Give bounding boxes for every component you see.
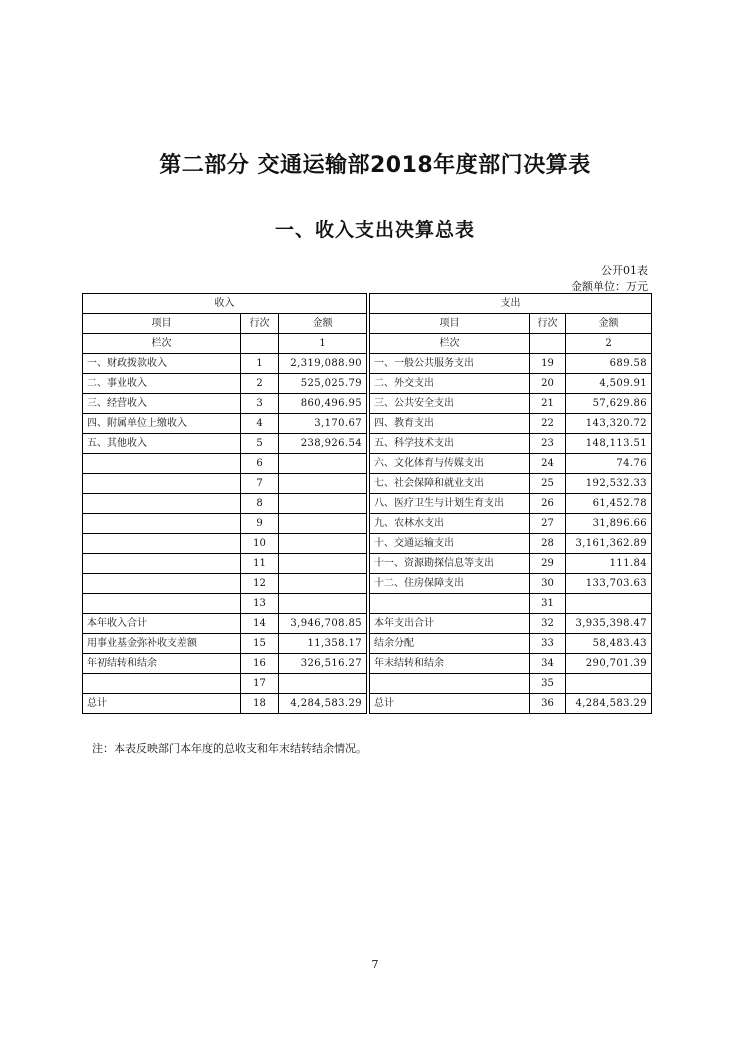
expense-row-no-cell: 21: [530, 394, 566, 414]
table-row: [83, 634, 652, 654]
expense-amount-cell: 148,113.51: [566, 434, 652, 454]
income-amount-cell: [279, 454, 367, 474]
expense-lanci-label: 栏次: [370, 334, 530, 354]
expense-row-no-cell: 24: [530, 454, 566, 474]
table-row: [83, 394, 652, 414]
expense-row-no-cell: 35: [530, 674, 566, 694]
income-row-no-cell: 8: [241, 494, 279, 514]
income-item-cell: [83, 454, 241, 474]
income-row-no-header: 行次: [241, 314, 279, 334]
expense-row-no-cell: 27: [530, 514, 566, 534]
income-item-cell: [83, 574, 241, 594]
income-amount-cell: 525,025.79: [279, 374, 367, 394]
expense-amount-cell: [566, 674, 652, 694]
page-number: 7: [371, 958, 379, 971]
expense-row-no-cell: 28: [530, 534, 566, 554]
income-item-cell: [83, 594, 241, 614]
expense-item-cell: 一、一般公共服务支出: [370, 354, 530, 374]
expense-item-cell: 四、教育支出: [370, 414, 530, 434]
expense-amount-cell: 290,701.39: [566, 654, 652, 674]
income-row-no-cell: 2: [241, 374, 279, 394]
expense-item-cell: 三、公共安全支出: [370, 394, 530, 414]
expense-amount-cell: 74.76: [566, 454, 652, 474]
expense-row-no-cell: 29: [530, 554, 566, 574]
expense-amount-cell: 3,161,362.89: [566, 534, 652, 554]
expense-amount-header: 金额: [566, 314, 652, 334]
income-item-cell: 用事业基金弥补收支差额: [83, 634, 241, 654]
expense-item-cell: 九、农林水支出: [370, 514, 530, 534]
expense-amount-cell: 58,483.43: [566, 634, 652, 654]
income-lanci-label: 栏次: [83, 334, 241, 354]
income-item-cell: 五、其他收入: [83, 434, 241, 454]
income-amount-cell: 2,319,088.90: [279, 354, 367, 374]
expense-amount-cell: 31,896.66: [566, 514, 652, 534]
income-row-no-cell: 10: [241, 534, 279, 554]
income-amount-cell: [279, 674, 367, 694]
expense-row-no-cell: 30: [530, 574, 566, 594]
expense-item-cell: 二、外交支出: [370, 374, 530, 394]
expense-amount-cell: 61,452.78: [566, 494, 652, 514]
income-row-no-cell: 12: [241, 574, 279, 594]
expense-row-no-cell: 19: [530, 354, 566, 374]
expense-item-cell: 结余分配: [370, 634, 530, 654]
income-row-no-cell: 14: [241, 614, 279, 634]
income-item-cell: 三、经营收入: [83, 394, 241, 414]
table-row: [83, 474, 652, 494]
expense-row-no-cell: 22: [530, 414, 566, 434]
income-item-cell: [83, 674, 241, 694]
table-row: [83, 454, 652, 474]
table-row: [83, 594, 652, 614]
expense-row-no-cell: 36: [530, 694, 566, 714]
income-item-cell: [83, 474, 241, 494]
expense-amount-cell: 3,935,398.47: [566, 614, 652, 634]
income-expense-table: [82, 293, 652, 714]
income-row-no-cell: 5: [241, 434, 279, 454]
table-row: [83, 514, 652, 534]
expense-item-cell: 本年支出合计: [370, 614, 530, 634]
income-amount-cell: [279, 514, 367, 534]
table-row: [83, 534, 652, 554]
table-title: 一、收入支出决算总表: [274, 219, 475, 241]
table-row: [83, 674, 652, 694]
income-column-number: 1: [279, 334, 367, 354]
income-amount-cell: [279, 574, 367, 594]
income-amount-cell: [279, 494, 367, 514]
expense-header: 支出: [370, 294, 652, 314]
table-row: [83, 414, 652, 434]
income-amount-cell: 4,284,583.29: [279, 694, 367, 714]
income-amount-cell: 860,496.95: [279, 394, 367, 414]
income-amount-header: 金额: [279, 314, 367, 334]
expense-item-cell: 年末结转和结余: [370, 654, 530, 674]
income-row-no-cell: 18: [241, 694, 279, 714]
expense-item-cell: 十、交通运输支出: [370, 534, 530, 554]
expense-row-no-header: 行次: [530, 314, 566, 334]
income-item-cell: [83, 514, 241, 534]
income-header: 收入: [83, 294, 367, 314]
income-amount-cell: 3,946,708.85: [279, 614, 367, 634]
expense-item-cell: 总计: [370, 694, 530, 714]
income-item-cell: 总计: [83, 694, 241, 714]
table-row: [83, 654, 652, 674]
income-amount-cell: [279, 594, 367, 614]
income-row-no-cell: 17: [241, 674, 279, 694]
income-amount-cell: [279, 554, 367, 574]
page-title: 第二部分 交通运输部2018年度部门决算表: [159, 153, 591, 178]
income-amount-cell: 11,358.17: [279, 634, 367, 654]
expense-amount-cell: 4,284,583.29: [566, 694, 652, 714]
expense-item-cell: 五、科学技术支出: [370, 434, 530, 454]
table-row: [83, 434, 652, 454]
expense-amount-cell: 111.84: [566, 554, 652, 574]
expense-amount-cell: 133,703.63: [566, 574, 652, 594]
income-amount-cell: 3,170.67: [279, 414, 367, 434]
table-row: [83, 374, 652, 394]
expense-row-no-cell: 25: [530, 474, 566, 494]
expense-row-no-cell: 34: [530, 654, 566, 674]
expense-item-header: 项目: [370, 314, 530, 334]
expense-amount-cell: 192,532.33: [566, 474, 652, 494]
expense-item-cell: [370, 594, 530, 614]
income-item-cell: [83, 534, 241, 554]
expense-row-no-cell: 32: [530, 614, 566, 634]
income-amount-cell: 326,516.27: [279, 654, 367, 674]
expense-row-no-cell: 26: [530, 494, 566, 514]
expense-item-cell: 八、医疗卫生与计划生育支出: [370, 494, 530, 514]
table-row: [83, 614, 652, 634]
expense-amount-cell: 143,320.72: [566, 414, 652, 434]
column-number-row: [83, 334, 652, 354]
expense-amount-cell: 57,629.86: [566, 394, 652, 414]
income-row-no-cell: 1: [241, 354, 279, 374]
income-item-cell: 一、财政拨款收入: [83, 354, 241, 374]
expense-item-cell: 十二、住房保障支出: [370, 574, 530, 594]
income-item-cell: 四、附属单位上缴收入: [83, 414, 241, 434]
expense-item-cell: 十一、资源勘探信息等支出: [370, 554, 530, 574]
expense-item-cell: 七、社会保障和就业支出: [370, 474, 530, 494]
form-number: 公开01表: [601, 264, 648, 277]
income-row-no-cell: 3: [241, 394, 279, 414]
income-item-cell: 二、事业收入: [83, 374, 241, 394]
income-amount-cell: 238,926.54: [279, 434, 367, 454]
income-item-cell: 本年收入合计: [83, 614, 241, 634]
expense-amount-cell: 4,509.91: [566, 374, 652, 394]
table-row: [83, 554, 652, 574]
expense-amount-cell: 689.58: [566, 354, 652, 374]
income-item-cell: 年初结转和结余: [83, 654, 241, 674]
income-row-no-cell: 7: [241, 474, 279, 494]
income-row-no-cell: 11: [241, 554, 279, 574]
income-row-no-cell: 4: [241, 414, 279, 434]
expense-item-cell: 六、文化体育与传媒支出: [370, 454, 530, 474]
footnote: 注：本表反映部门本年度的总收支和年末结转结余情况。: [92, 742, 367, 755]
expense-item-cell: [370, 674, 530, 694]
income-item-cell: [83, 494, 241, 514]
table-row: [83, 574, 652, 594]
income-amount-cell: [279, 474, 367, 494]
expense-row-no-cell: 23: [530, 434, 566, 454]
expense-row-no-cell: 20: [530, 374, 566, 394]
expense-row-no-cell: 33: [530, 634, 566, 654]
income-row-no-cell: 9: [241, 514, 279, 534]
table-row: [83, 494, 652, 514]
income-row-no-cell: 16: [241, 654, 279, 674]
table-row: [83, 354, 652, 374]
expense-column-number: 2: [566, 334, 652, 354]
income-row-no-cell: 6: [241, 454, 279, 474]
income-item-header: 项目: [83, 314, 241, 334]
section-header-row: [83, 294, 652, 314]
column-header-row: [83, 314, 652, 334]
income-amount-cell: [279, 534, 367, 554]
income-item-cell: [83, 554, 241, 574]
income-row-no-cell: 15: [241, 634, 279, 654]
income-row-no-cell: 13: [241, 594, 279, 614]
expense-row-no-cell: 31: [530, 594, 566, 614]
table-row: [83, 694, 652, 714]
expense-amount-cell: [566, 594, 652, 614]
amount-unit: 金额单位：万元: [571, 280, 648, 293]
